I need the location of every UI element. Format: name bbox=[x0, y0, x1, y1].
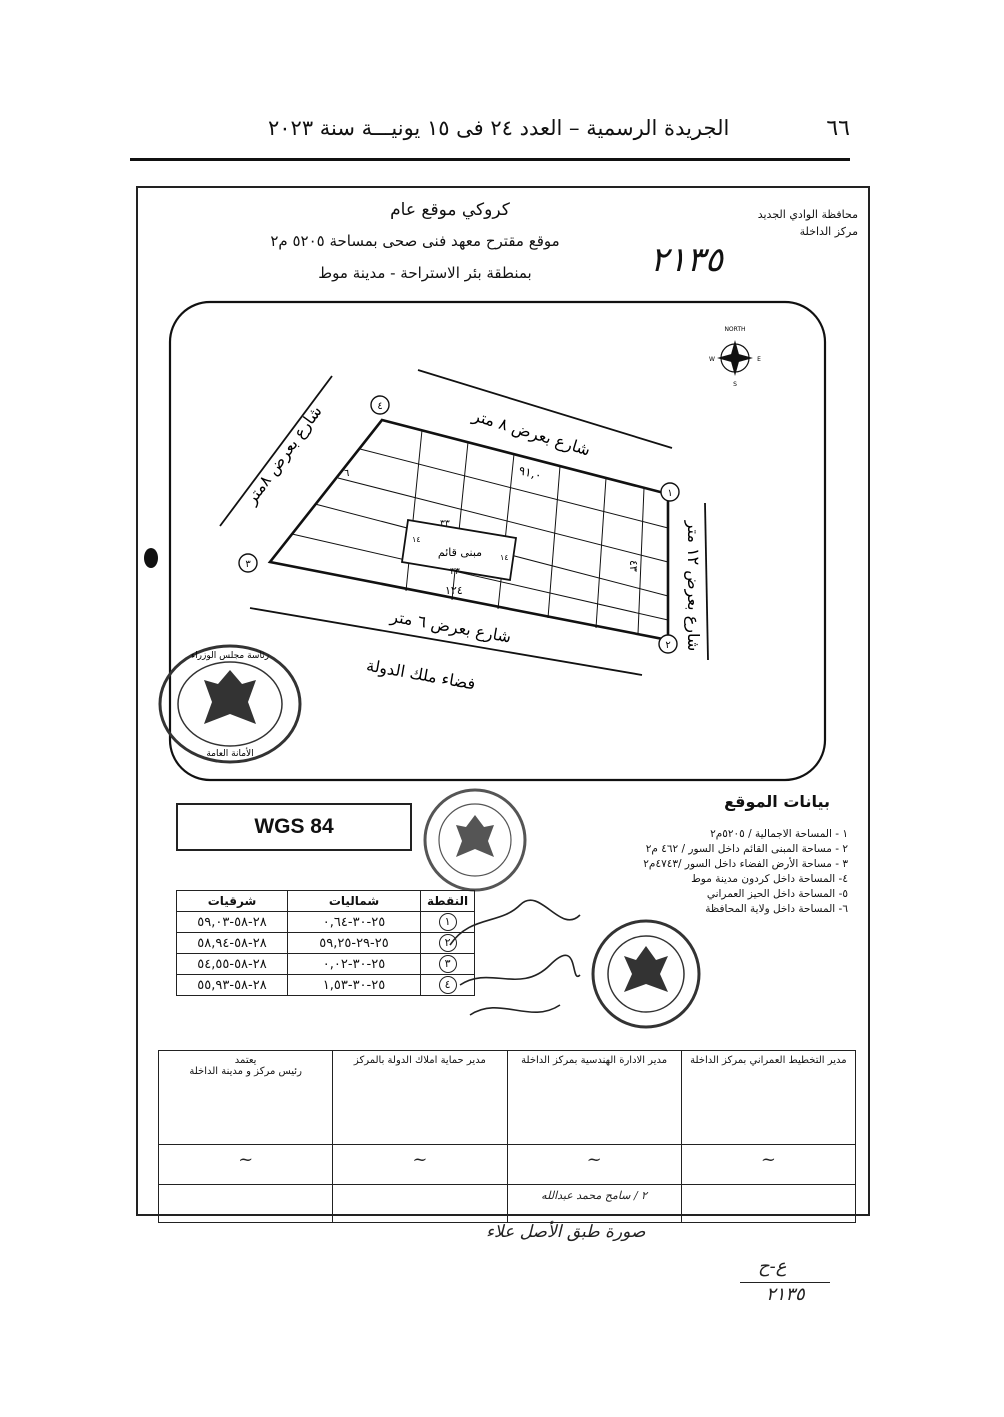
easting-value: ٢٨-٥٨-٥٥,٩٣ bbox=[177, 975, 288, 996]
street-label-north: شارع بعرض ٨ متر bbox=[470, 405, 593, 460]
sig-name-engineering: ٢ / سامح محمد عبدالله bbox=[507, 1185, 681, 1223]
coordinates-table bbox=[176, 890, 475, 996]
compass-e: E bbox=[757, 356, 761, 363]
dim-east: ٤٣ bbox=[627, 560, 640, 572]
point-1-label: ١ bbox=[667, 488, 673, 499]
point-4-label: ٤ bbox=[377, 401, 383, 412]
northing-value: ٢٥-٣٠-٠,٦٤ bbox=[288, 912, 421, 933]
svg-text:الأمانة العامة: الأمانة العامة bbox=[206, 749, 254, 759]
binding-hole bbox=[144, 548, 158, 568]
northing-value: ٢٥-٢٩-٥٩,٢٥ bbox=[288, 933, 421, 954]
handwritten-number: ٢١٣٥ bbox=[650, 240, 724, 280]
svg-text:رئاسة مجلس الوزراء: رئاسة مجلس الوزراء bbox=[190, 651, 270, 661]
sig-urban-planning: مدير التخطيط العمراني بمركز الداخلة bbox=[681, 1051, 855, 1145]
site-location: بمنطقة بئر الاستراحة - مدينة موط bbox=[318, 264, 532, 282]
point-2-label: ٢ bbox=[665, 640, 671, 651]
dim-north: ٩١,٠ bbox=[517, 463, 544, 483]
signatures-title-row bbox=[159, 1051, 856, 1145]
eagle-icon bbox=[456, 815, 494, 857]
compass-rose-icon bbox=[709, 326, 761, 388]
gazette-title: الجريدة الرسمية – العدد ٢٤ فى ١٥ يونيـــة سنة ٢٠٢٣ bbox=[268, 116, 730, 140]
point-number: ٤ bbox=[439, 976, 457, 994]
signatures-table bbox=[158, 1050, 856, 1223]
point-number: ١ bbox=[439, 913, 457, 931]
site-info-item-6: ٦- المساحة داخل ولاية المحافظة bbox=[705, 903, 848, 915]
sig-approved-label: يعتمد bbox=[234, 1055, 257, 1066]
site-description: موقع مقترح معهد فنى صحى بمساحة ٥٢٠٥ م٢ bbox=[270, 232, 560, 250]
sig-state-property: مدير حماية املاك الدولة بالمركز bbox=[333, 1051, 507, 1145]
sig-name-cell bbox=[333, 1185, 507, 1223]
sig-name-cell bbox=[159, 1185, 333, 1223]
sig-mark: ~ bbox=[681, 1145, 855, 1185]
building-label: مبنى قائم bbox=[437, 546, 483, 559]
point-3-label: ٣ bbox=[245, 559, 251, 570]
easting-value: ٢٨-٥٨-٥٩,٠٣ bbox=[177, 912, 288, 933]
point-number: ٣ bbox=[439, 955, 457, 973]
authority-center: مركز الداخلة bbox=[799, 225, 858, 238]
state-land-label: فضاء ملك الدولة bbox=[364, 655, 477, 694]
center-seal-stamp bbox=[420, 785, 530, 895]
page-header bbox=[130, 108, 850, 161]
sig-mark: ~ bbox=[333, 1145, 507, 1185]
dim-building-right: ١٤ bbox=[500, 553, 509, 562]
dim-south: ١٢٤ bbox=[445, 584, 463, 597]
dim-building-bottom: ٣٣ bbox=[450, 567, 460, 577]
certified-copy-note: صورة طبق الأصل علاء bbox=[486, 1222, 646, 1242]
site-info-list bbox=[586, 828, 848, 915]
page-number: ٦٦ bbox=[826, 116, 850, 141]
coordinates-header-row bbox=[177, 891, 475, 912]
point-number: ٢ bbox=[439, 934, 457, 952]
northing-value: ٢٥-٣٠-٠,٠٢ bbox=[288, 954, 421, 975]
signatures-names-row bbox=[159, 1185, 856, 1223]
col-point: النقطة bbox=[421, 891, 475, 912]
dim-west: ٦ bbox=[344, 468, 350, 479]
street-label-east: شارع بعرض ١٢ متر bbox=[684, 520, 703, 652]
authority-governorate: محافظة الوادي الجديد bbox=[757, 208, 858, 221]
col-northings: شماليات bbox=[288, 891, 421, 912]
table-row bbox=[177, 954, 475, 975]
sig-president-cell bbox=[159, 1051, 333, 1145]
compass-s: S bbox=[733, 381, 737, 388]
site-info-title: بيانات الموقع bbox=[724, 792, 830, 811]
easting-value: ٢٨-٥٨-٥٨,٩٤ bbox=[177, 933, 288, 954]
street-line-east bbox=[705, 503, 708, 660]
sig-name-cell bbox=[681, 1185, 855, 1223]
sig-mark: ~ bbox=[507, 1145, 681, 1185]
compass-north-label: NORTH bbox=[724, 326, 746, 333]
eagle-icon bbox=[624, 946, 668, 992]
dim-building-top: ٣٣ bbox=[440, 519, 450, 529]
directorate-seal-stamp bbox=[588, 916, 704, 1032]
sig-president-label: رئيس مركز و مدينة الداخلة bbox=[189, 1066, 302, 1077]
table-row bbox=[177, 975, 475, 996]
compass-w: W bbox=[709, 356, 715, 363]
authority-block bbox=[730, 206, 858, 240]
col-eastings: شرقيات bbox=[177, 891, 288, 912]
site-info-item-3: ٣ - مساحة الأرض الفضاء داخل السور /٤٧٤٣م٢ bbox=[643, 858, 848, 870]
site-info-item-4: ٤- المساحة داخل كردون مدينة موط bbox=[691, 873, 848, 885]
site-info-item-5: ٥- المساحة داخل الحيز العمراني bbox=[706, 888, 848, 900]
footer-ref-bottom: ٢١٣٥ bbox=[766, 1284, 805, 1305]
street-label-west: شارع بعرض ٨متر bbox=[241, 401, 326, 508]
street-label-south: شارع بعرض ٦ متر bbox=[389, 606, 513, 647]
footer-ref-top: ع-ح bbox=[758, 1256, 787, 1277]
sketch-title: كروكي موقع عام bbox=[390, 200, 510, 220]
table-row bbox=[177, 933, 475, 954]
easting-value: ٢٨-٥٨-٥٤,٥٥ bbox=[177, 954, 288, 975]
northing-value: ٢٥-٣٠-١,٥٣ bbox=[288, 975, 421, 996]
footer-ref-divider bbox=[740, 1282, 830, 1283]
handwritten-signature-scribble bbox=[440, 895, 590, 1035]
cabinet-seal-stamp bbox=[156, 640, 306, 770]
wgs-datum-label: WGS 84 bbox=[176, 803, 412, 851]
eagle-icon bbox=[204, 670, 256, 724]
sig-engineering: مدير الادارة الهندسية بمركز الداخلة bbox=[507, 1051, 681, 1145]
table-row bbox=[177, 912, 475, 933]
site-info-item-1: ١ - المساحة الاجمالية / ٥٢٠٥م٢ bbox=[710, 828, 848, 840]
signatures-mark-row bbox=[159, 1145, 856, 1185]
site-info-item-2: ٢ - مساحة المبنى القائم داخل السور / ٤٦٢ م٢ bbox=[645, 843, 848, 855]
dim-building-left: ١٤ bbox=[412, 535, 421, 544]
sig-mark: ~ bbox=[159, 1145, 333, 1185]
